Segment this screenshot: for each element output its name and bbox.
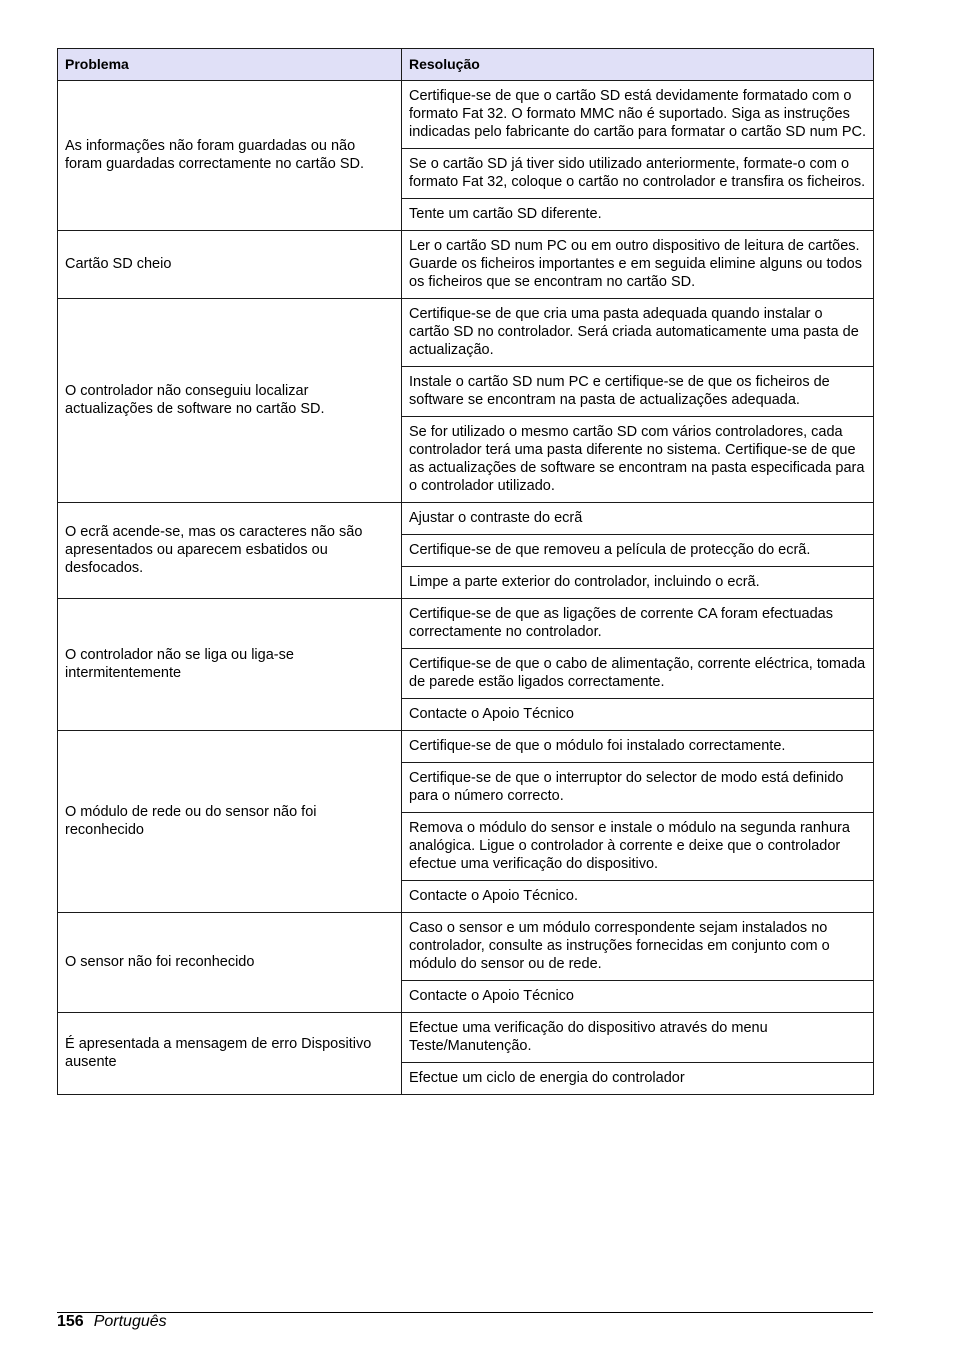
resolution-cell: Efectue uma verificação do dispositivo através do menu Teste/Manutenção. xyxy=(402,1013,874,1063)
table-row xyxy=(58,599,874,649)
problem-cell: O módulo de rede ou do sensor não foi reconhecido xyxy=(58,731,402,913)
resolution-cell: Certifique-se de que as ligações de corrente CA foram efectuadas correctamente no controlador. xyxy=(402,599,874,649)
resolution-cell: Ajustar o contraste do ecrã xyxy=(402,503,874,535)
resolution-cell: Ler o cartão SD num PC ou em outro dispositivo de leitura de cartões. Guarde os ficheiros importantes e em seguida elimine alguns ou todos os ficheiros que se encontram no cartão SD. xyxy=(402,231,874,299)
problem-cell: O ecrã acende-se, mas os caracteres não são apresentados ou aparecem esbatidos ou desfocados. xyxy=(58,503,402,599)
resolution-cell: Se o cartão SD já tiver sido utilizado anteriormente, formate-o com o formato Fat 32, coloque o cartão no controlador e transfira os ficheiros. xyxy=(402,149,874,199)
resolution-cell: Limpe a parte exterior do controlador, incluindo o ecrã. xyxy=(402,567,874,599)
table-row xyxy=(58,81,874,149)
resolution-cell: Instale o cartão SD num PC e certifique-se de que os ficheiros de software se encontram na pasta de actualizações adequada. xyxy=(402,367,874,417)
table-row xyxy=(58,299,874,367)
problem-cell: Cartão SD cheio xyxy=(58,231,402,299)
problem-cell: O controlador não conseguiu localizar actualizações de software no cartão SD. xyxy=(58,299,402,503)
problem-cell: O controlador não se liga ou liga-se intermitentemente xyxy=(58,599,402,731)
resolution-cell: Certifique-se de que cria uma pasta adequada quando instalar o cartão SD no controlador. Será criada automaticamente uma pasta de actualização. xyxy=(402,299,874,367)
table-row xyxy=(58,1013,874,1063)
resolution-cell: Certifique-se de que removeu a película de protecção do ecrã. xyxy=(402,535,874,567)
table-row xyxy=(58,231,874,299)
resolution-cell: Caso o sensor e um módulo correspondente sejam instalados no controlador, consulte as instruções fornecidas em conjunto com o módulo do sensor ou de rede. xyxy=(402,913,874,981)
resolution-cell: Se for utilizado o mesmo cartão SD com vários controladores, cada controlador terá uma pasta diferente no sistema. Certifique-se de que as actualizações de software se encontram na pasta especificada para o controlador utilizado. xyxy=(402,417,874,503)
resolution-cell: Certifique-se de que o módulo foi instalado correctamente. xyxy=(402,731,874,763)
resolution-cell: Remova o módulo do sensor e instale o módulo na segunda ranhura analógica. Ligue o controlador à corrente e deixe que o controlador efectue uma verificação do dispositivo. xyxy=(402,813,874,881)
resolution-cell: Contacte o Apoio Técnico xyxy=(402,981,874,1013)
resolution-cell: Contacte o Apoio Técnico xyxy=(402,699,874,731)
troubleshooting-table xyxy=(57,48,874,1095)
resolution-cell: Certifique-se de que o interruptor do selector de modo está definido para o número correcto. xyxy=(402,763,874,813)
header-resolution: Resolução xyxy=(402,49,874,81)
resolution-cell: Certifique-se de que o cartão SD está devidamente formatado com o formato Fat 32. O formato MMC não é suportado. Siga as instruções indicadas pelo fabricante do cartão para formatar o cartão SD num PC. xyxy=(402,81,874,149)
resolution-cell: Efectue um ciclo de energia do controlador xyxy=(402,1063,874,1095)
resolution-cell: Tente um cartão SD diferente. xyxy=(402,199,874,231)
problem-cell: É apresentada a mensagem de erro Dispositivo ausente xyxy=(58,1013,402,1095)
table-row xyxy=(58,503,874,535)
footer-divider xyxy=(57,1312,873,1313)
page-number: 156 xyxy=(57,1313,84,1330)
table-row xyxy=(58,913,874,981)
resolution-cell: Certifique-se de que o cabo de alimentação, corrente eléctrica, tomada de parede estão ligados correctamente. xyxy=(402,649,874,699)
table-row xyxy=(58,731,874,763)
header-problem: Problema xyxy=(58,49,402,81)
footer-language: Português xyxy=(93,1313,167,1330)
resolution-cell: Contacte o Apoio Técnico. xyxy=(402,881,874,913)
table-header-row xyxy=(58,49,874,81)
problem-cell: As informações não foram guardadas ou não foram guardadas correctamente no cartão SD. xyxy=(58,81,402,231)
problem-cell: O sensor não foi reconhecido xyxy=(58,913,402,1013)
page-footer xyxy=(57,1312,167,1332)
